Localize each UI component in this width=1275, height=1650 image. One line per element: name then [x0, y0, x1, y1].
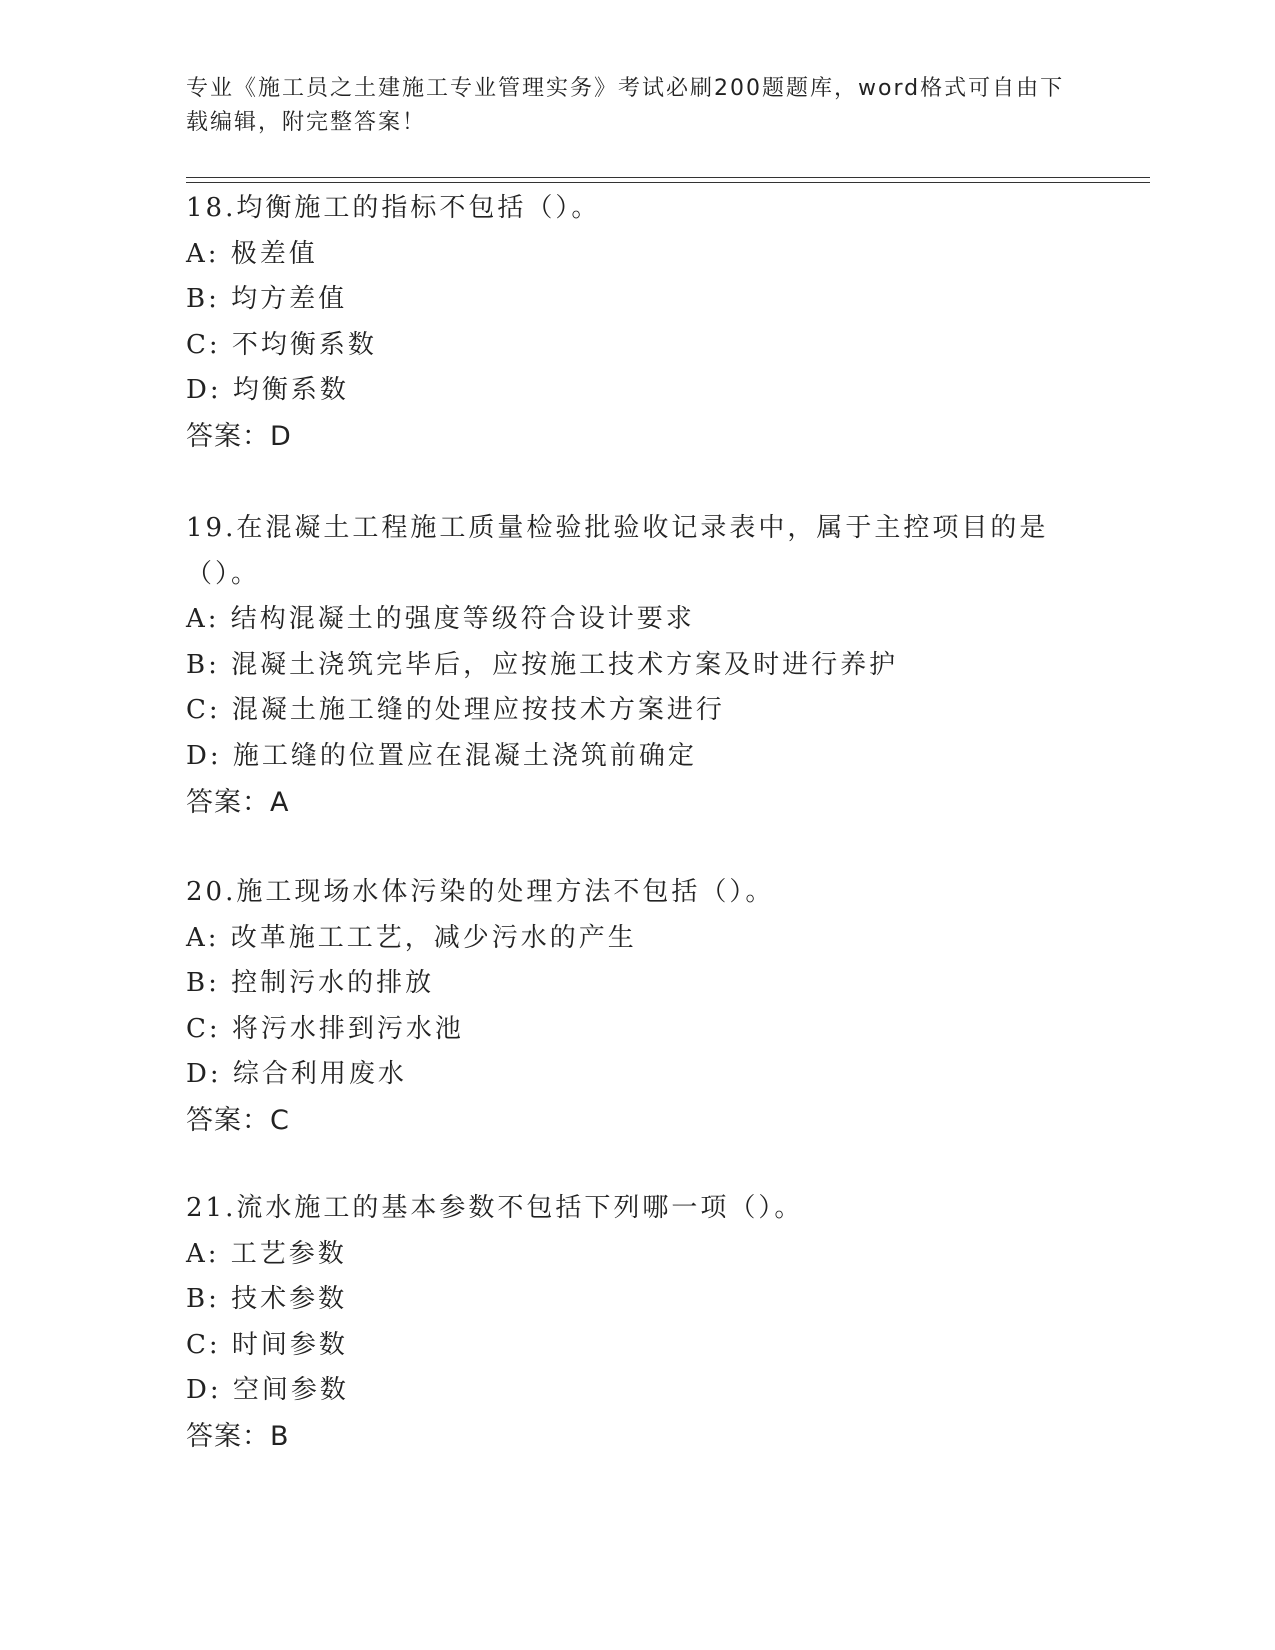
- header-divider-top: [186, 177, 1150, 178]
- option-d: D: 施工缝的位置应在混凝土浇筑前确定: [186, 740, 697, 771]
- option-c: C: 时间参数: [186, 1329, 348, 1360]
- option-b: B: 技术参数: [186, 1284, 348, 1315]
- option-c: C: 不均衡系数: [186, 329, 377, 360]
- header-divider-bottom: [186, 182, 1150, 183]
- answer: 答案：C: [186, 1104, 290, 1136]
- answer: 答案：B: [186, 1420, 290, 1452]
- answer: 答案：D: [186, 420, 292, 452]
- question-19: [186, 506, 1086, 825]
- option-b: B: 控制污水的排放: [186, 968, 435, 999]
- option-a: A: 结构混凝土的强度等级符合设计要求: [186, 604, 695, 635]
- question-stem: 18.均衡施工的指标不包括（）。: [186, 193, 601, 223]
- question-21: [186, 1186, 1086, 1460]
- option-b: B: 混凝土浇筑完毕后，应按施工技术方案及时进行养护: [186, 649, 899, 680]
- option-c: C: 混凝土施工缝的处理应按技术方案进行: [186, 695, 725, 726]
- document-header: 专业《施工员之土建施工专业管理实务》考试必刷200题题库，word格式可自由下载编辑，附完整答案！: [186, 76, 1065, 135]
- option-b: B: 均方差值: [186, 284, 348, 315]
- option-d: D: 空间参数: [186, 1375, 349, 1406]
- answer: 答案：A: [186, 786, 290, 818]
- option-c: C: 将污水排到污水池: [186, 1013, 464, 1044]
- question-stem: 21.流水施工的基本参数不包括下列哪一项（）。: [186, 1193, 804, 1223]
- question-stem: 19.在混凝土工程施工质量检验批验收记录表中，属于主控项目的是（）。: [186, 513, 1049, 589]
- option-a: A: 工艺参数: [186, 1238, 347, 1269]
- option-d: D: 综合利用废水: [186, 1059, 407, 1090]
- question-18: [186, 186, 1086, 460]
- question-20: [186, 870, 1086, 1144]
- option-a: A: 极差值: [186, 238, 318, 269]
- question-stem: 20.施工现场水体污染的处理方法不包括（）。: [186, 877, 775, 907]
- option-d: D: 均衡系数: [186, 375, 349, 406]
- option-a: A: 改革施工工艺，减少污水的产生: [186, 922, 637, 953]
